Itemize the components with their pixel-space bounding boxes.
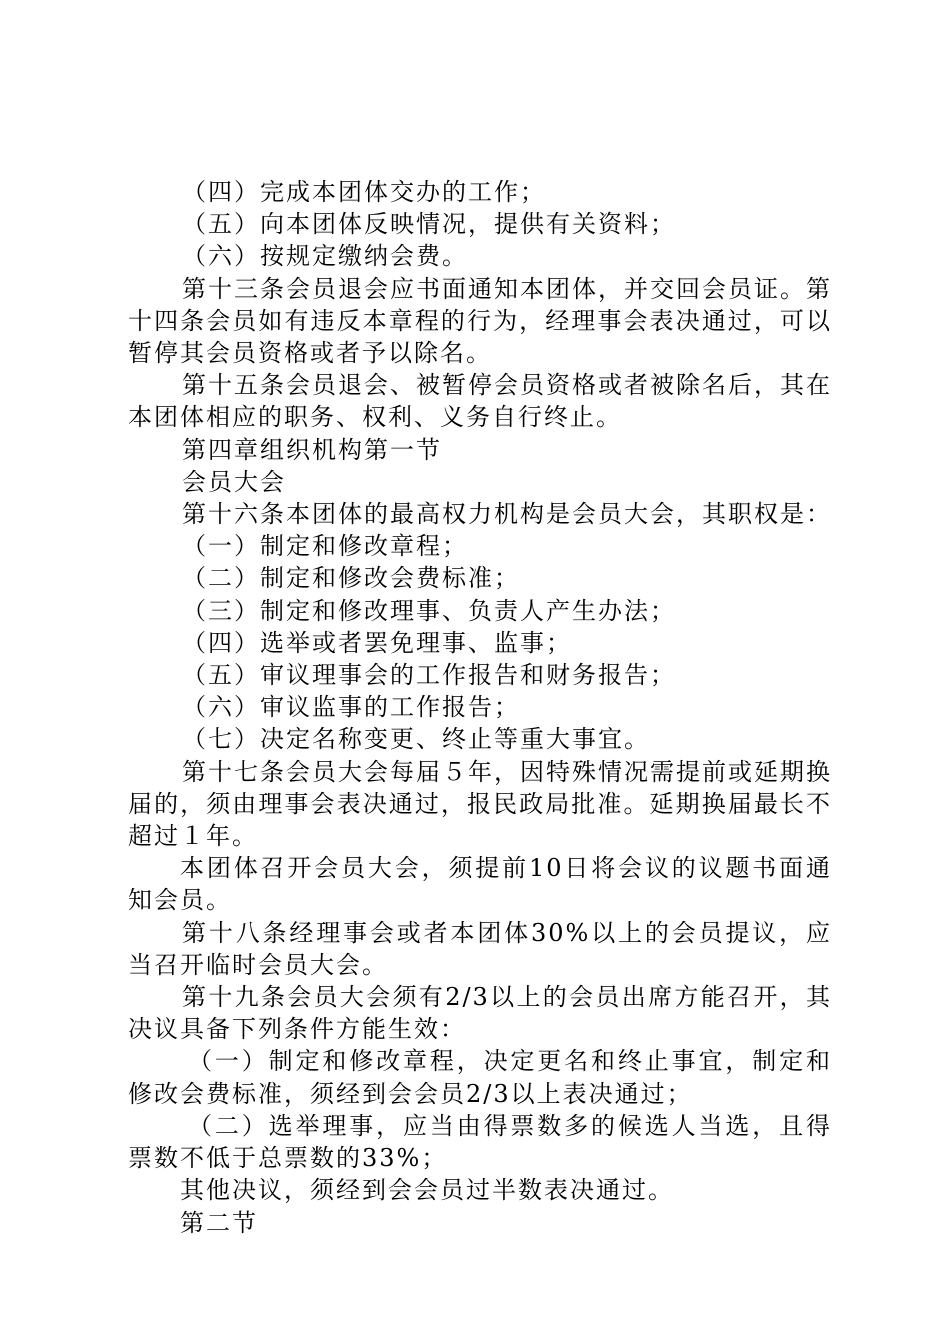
chapter-heading: 第四章组织机构第一节 [182,435,442,464]
power-item-five: （五）审议理事会的工作报告和财务报告； [182,661,676,690]
condition-item-one: （一）制定和修改章程，决定更名和终止事宜，制定和修改会费标准，须经到会会员2/3以上表决通过； [128,1047,832,1108]
meeting-notice-paragraph: 本团体召开会员大会，须提前10日将会议的议题书面通知会员。 [128,854,832,915]
article-18: 第十八条经理事会或者本团体30%以上的会员提议，应当召开临时会员大会。 [128,918,832,979]
power-item-four: （四）选举或者罢免理事、监事； [182,628,572,657]
article-19: 第十九条会员大会须有2/3以上的会员出席方能召开，其决议具备下列条件方能生效： [128,983,832,1044]
other-resolutions-paragraph: 其他决议，须经到会会员过半数表决通过。 [180,1176,674,1205]
section-two-heading: 第二节 [180,1208,258,1237]
power-item-two: （二）制定和修改会费标准； [182,564,520,593]
list-item-six: （六）按规定缴纳会费。 [182,242,468,271]
power-item-one: （一）制定和修改章程； [182,532,468,561]
condition-item-two: （二）选举理事，应当由得票数多的候选人当选，且得票数不低于总票数的33%； [128,1111,832,1173]
power-item-seven: （七）决定名称变更、终止等重大事宜。 [182,725,650,754]
document-body [128,176,832,1239]
power-item-three: （三）制定和修改理事、负责人产生办法； [182,596,676,625]
article-15: 第十五条会员退会、被暂停会员资格或者被除名后，其在本团体相应的职务、权利、义务自行终止。 [128,371,832,432]
article-16: 第十六条本团体的最高权力机构是会员大会，其职权是： [182,500,832,529]
list-item-five: （五）向本团体反映情况，提供有关资料； [182,210,676,239]
power-item-six: （六）审议监事的工作报告； [182,693,520,722]
list-item-four: （四）完成本团体交办的工作； [182,178,546,206]
section-heading: 会员大会 [182,467,286,496]
article-13-14: 第十三条会员退会应书面通知本团体，并交回会员证。第十四条会员如有违反本章程的行为，经理事会表决通过，可以暂停其会员资格或者予以除名。 [128,274,832,368]
article-17: 第十七条会员大会每届５年，因特殊情况需提前或延期换届的，须由理事会表决通过，报民政局批准。延期换届最长不超过１年。 [128,757,832,851]
